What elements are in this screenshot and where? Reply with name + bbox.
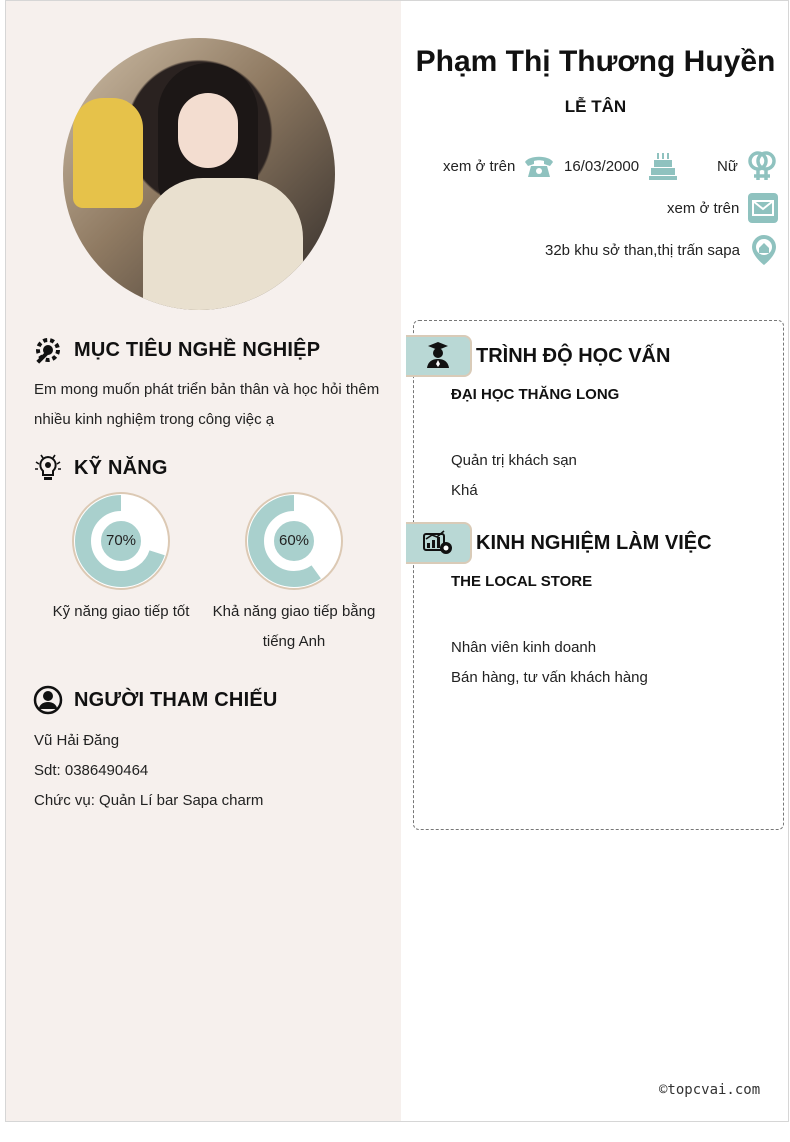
cv-page: [5, 0, 789, 1122]
reference-phone: Sdt: 0386490464: [34, 762, 149, 779]
experience-title: KINH NGHIỆM LÀM VIỆC: [476, 532, 712, 554]
location-pin-icon: [748, 234, 780, 266]
experience-description: Bán hàng, tư vấn khách hàng: [451, 669, 648, 686]
contact-birthday: [564, 150, 679, 182]
contact-address: [545, 234, 780, 266]
objective-title: MỤC TIÊU NGHỀ NGHIỆP: [74, 338, 321, 361]
reference-position: Chức vụ: Quản Lí bar Sapa charm: [34, 792, 264, 809]
education-school: ĐẠI HỌC THĂNG LONG: [451, 386, 620, 403]
skill-item-communication: [36, 491, 206, 627]
reference-heading: [32, 684, 278, 716]
contact-phone: [443, 150, 555, 182]
skills-heading: [32, 452, 168, 484]
candidate-role: LỄ TÂN: [564, 97, 627, 116]
candidate-name: Phạm Thị Thương Huyền: [415, 45, 776, 78]
address-text: 32b khu sở than,thị trấn sapa: [545, 241, 740, 259]
lightbulb-gear-icon: [32, 452, 64, 484]
skill-percent: 60%: [278, 532, 310, 549]
experience-company: THE LOCAL STORE: [451, 573, 593, 590]
email-text: xem ở trên: [667, 199, 740, 217]
contact-email: [667, 192, 779, 224]
skill-label: Khả năng giao tiếp bằng tiếng Anh: [212, 603, 376, 650]
education-experience-box: [413, 320, 784, 830]
education-tag: [406, 335, 472, 377]
contact-gender: [717, 150, 778, 182]
envelope-icon: [747, 192, 779, 224]
chart-briefcase-icon: [422, 526, 454, 561]
skills-title: KỸ NĂNG: [74, 456, 168, 479]
cake-icon: [647, 150, 679, 182]
gender-text: Nữ: [717, 157, 738, 175]
experience-position: Nhân viên kinh doanh: [451, 639, 597, 656]
profile-photo: [63, 38, 335, 310]
gear-wrench-icon: [32, 334, 64, 366]
right-column: [401, 1, 790, 1121]
phone-text: xem ở trên: [443, 157, 516, 175]
experience-tag: [406, 522, 472, 564]
graduate-icon: [423, 339, 453, 374]
education-title: TRÌNH ĐỘ HỌC VẤN: [476, 345, 671, 367]
skill-label: Kỹ năng giao tiếp tốt: [52, 603, 190, 620]
skill-donut: [244, 491, 344, 591]
skill-donut: [71, 491, 171, 591]
reference-name: Vũ Hải Đăng: [34, 732, 120, 749]
education-major: Quản trị khách sạn: [451, 452, 577, 469]
telephone-icon: [523, 150, 555, 182]
user-circle-icon: [32, 684, 64, 716]
birthday-text: 16/03/2000: [564, 157, 640, 175]
skill-item-english: [209, 491, 379, 657]
reference-title: NGƯỜI THAM CHIẾU: [74, 688, 278, 711]
objective-text: Em mong muốn phát triển bản thân và học hỏi thêm nhiều kinh nghiệm trong công việc ạ: [34, 381, 380, 428]
gender-icon: [746, 150, 778, 182]
footer-watermark: ©topcvai.com: [659, 1082, 761, 1098]
skill-percent: 70%: [105, 532, 137, 549]
left-column: [6, 1, 401, 1121]
education-grade: Khá: [451, 482, 478, 499]
objective-heading: [32, 334, 320, 366]
